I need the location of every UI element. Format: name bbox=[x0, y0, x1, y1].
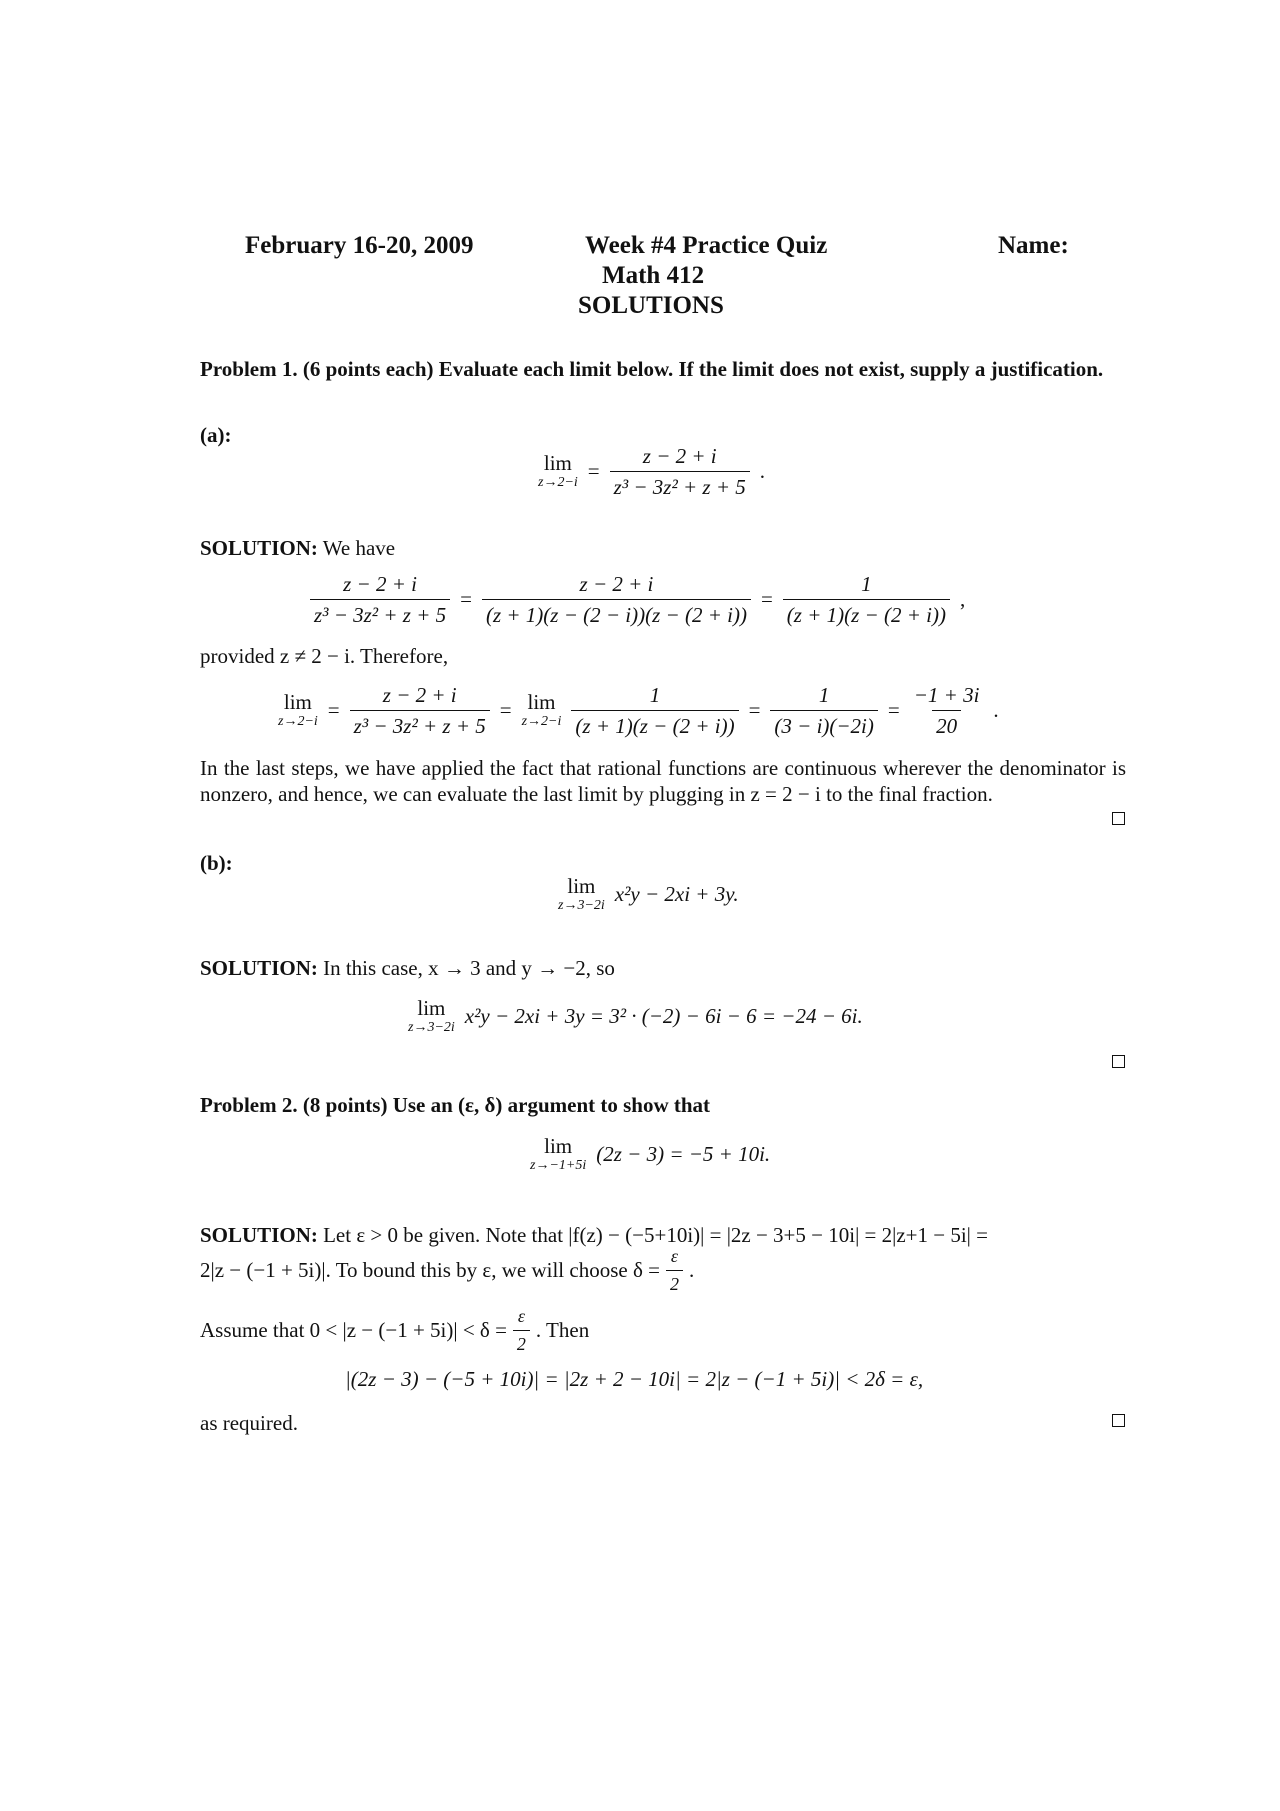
fraction: $\frac{z - 2 + i}{\text{z³ − 3z² + z + 5}}$ bbox=[350, 683, 490, 738]
fraction: $\frac{z - 2 + i}{(z + 1)(z - (2 - i))(z - (2 + i))}$ bbox=[482, 572, 751, 627]
solution-a-provided: provided z ≠ 2 − i. Therefore, bbox=[200, 644, 449, 668]
name-label: Name: bbox=[998, 232, 1069, 259]
solution-a-intro: SOLUTION: We have bbox=[200, 536, 396, 560]
fraction: $\frac{-1 + 3i}{20}$ bbox=[913, 683, 980, 739]
as-required: as required. bbox=[200, 1411, 298, 1435]
problem-2-limit: lim z→−1+5i (2z − 3) = −5 + 10i. bbox=[530, 1134, 771, 1173]
fraction: $\frac{\varepsilon}{2}$ bbox=[513, 1306, 530, 1354]
limit-operator: lim z→2−i bbox=[538, 451, 578, 491]
fraction: $\frac{1}{(3 - i)(-2i)}$ bbox=[770, 683, 877, 738]
problem-1-heading: Problem 1. (6 points each) Evaluate each limit below. If the limit does not exist, supply a justification. bbox=[200, 357, 1104, 381]
problem-2-heading: Problem 2. (8 points) Use an (ε, δ) argument to show that bbox=[200, 1093, 711, 1117]
problem-2-solution-line2: 2|z − (−1 + 5i)|. To bound this by ε, we will choose δ = $\frac{\varepsilon}{2}$ . bbox=[200, 1246, 695, 1294]
limit-operator: lim z→−1+5i bbox=[530, 1134, 587, 1173]
limit-operator: lim z→3−2i bbox=[558, 874, 605, 913]
solution-a-limit-chain: lim z→2−i = $\frac{z - 2 + i}{\text{z³ − 3z² + z + 5}}$ = lim z→2−i $\frac{1}{(z + 1)(z - (2 + i))}$ = $\frac{1}{(3 - i)(-2i)}$ = $\frac{-1 + 3i}{20}$ . bbox=[278, 683, 999, 739]
fraction: $\frac{z - 2 + i}{\text{z³ − 3z² + z + 5}}$ bbox=[310, 572, 450, 627]
limit-operator: lim z→2−i bbox=[278, 690, 318, 730]
solutions-title: SOLUTIONS bbox=[578, 292, 724, 319]
fraction: $\frac{\varepsilon}{2}$ bbox=[666, 1246, 683, 1294]
solution-a-factorization: $\frac{z - 2 + i}{\text{z³ − 3z² + z + 5}}$ = $\frac{z - 2 + i}{(z + 1)(z - (2 - i))(z - (2 + i))}$ = $\frac{1}{(z + 1)(z - (2 + i))}$ , bbox=[310, 572, 965, 627]
solution-a-explanation: In the last steps, we have applied the fact that rational functions are continuous wherever the denominator is nonzero, and hence, we can evaluate the last limit by plugging in z = 2 − i to the final fraction. bbox=[200, 756, 1126, 806]
fraction: $\frac{1}{(z + 1)(z - (2 + i))}$ bbox=[783, 572, 950, 627]
part-a-limit: lim z→2−i = $\frac{z - 2 + i}{\text{z³ − 3z² + z + 5}}$ . bbox=[538, 444, 766, 500]
quiz-date: February 16-20, 2009 bbox=[245, 232, 474, 259]
solution-b-intro: SOLUTION: In this case, x → 3 and y → −2, so bbox=[200, 956, 615, 980]
part-b-label: (b): bbox=[200, 851, 233, 875]
qed-box bbox=[1112, 812, 1125, 825]
part-b-limit: lim z→3−2i x²y − 2xi + 3y. bbox=[558, 874, 739, 913]
qed-box bbox=[1112, 1414, 1125, 1427]
problem-2-final-inequality: |(2z − 3) − (−5 + 10i)| = |2z + 2 − 10i| = 2|z − (−1 + 5i)| < 2δ = ε, bbox=[345, 1367, 924, 1391]
fraction: $\frac{1}{(z + 1)(z - (2 + i))}$ bbox=[571, 683, 738, 738]
limit-operator: lim z→3−2i bbox=[408, 996, 455, 1035]
qed-box bbox=[1112, 1055, 1125, 1068]
limit-operator: lim z→2−i bbox=[521, 690, 562, 730]
part-a-label: (a): bbox=[200, 423, 232, 447]
fraction: $\frac{z - 2 + i}{\text{z³ − 3z² + z + 5}}$ bbox=[610, 444, 750, 499]
course-name: Math 412 bbox=[602, 262, 705, 289]
quiz-title: Week #4 Practice Quiz bbox=[585, 232, 828, 259]
problem-2-assumption: Assume that 0 < |z − (−1 + 5i)| < δ = $\frac{\varepsilon}{2}$ . Then bbox=[200, 1306, 590, 1354]
solution-b-limit: lim z→3−2i x²y − 2xi + 3y = 3² · (−2) − 6i − 6 = −24 − 6i. bbox=[408, 996, 863, 1035]
problem-2-solution-line1: SOLUTION: Let ε > 0 be given. Note that |f(z) − (−5+10i)| = |2z − 3+5 − 10i| = 2|z+1 − 5i| = bbox=[200, 1223, 988, 1247]
